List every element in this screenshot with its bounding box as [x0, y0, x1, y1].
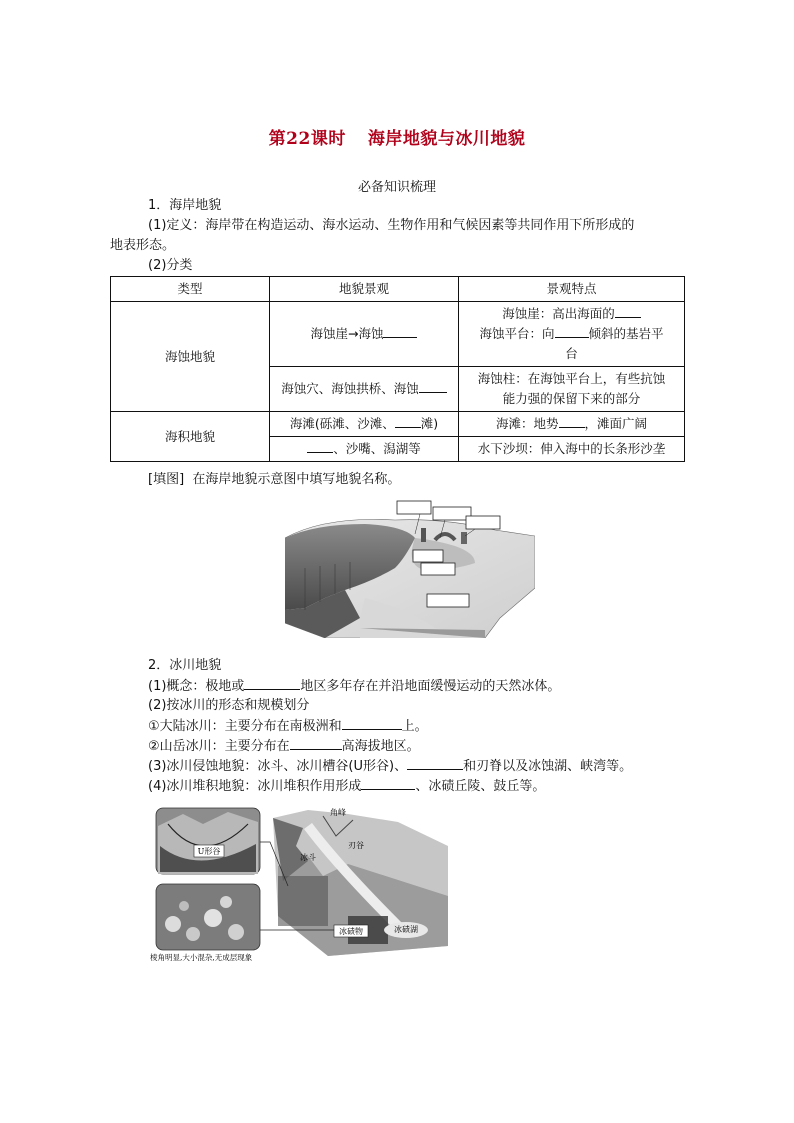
table-header: 地貌景观 [270, 277, 459, 302]
landform-table [110, 276, 685, 462]
label-box-platform[interactable] [421, 563, 455, 575]
answer-blank[interactable] [361, 776, 415, 790]
table-header: 类型 [111, 277, 270, 302]
glacier-concept: (1)概念：极地或 地区多年存在并沿地面缓慢运动的天然冰体。 [148, 676, 560, 697]
answer-blank[interactable] [407, 756, 463, 770]
horn-label: 角峰 [330, 808, 346, 817]
table-cell: 海蚀穴、海蚀拱桥、海蚀 [270, 367, 459, 412]
table-cell: 水下沙坝：伸入海中的长条形沙垄 [459, 437, 685, 462]
arete-label: 刃谷 [348, 841, 364, 850]
table-cell: 海蚀崖：高出海面的 海蚀平台：向 倾斜的基岩平 台 [459, 302, 685, 367]
answer-blank[interactable] [395, 414, 421, 428]
label-box-sea-arch[interactable] [466, 516, 500, 529]
table-cell: 海蚀柱：在海蚀平台上，有些抗蚀 能力强的保留下来的部分 [459, 367, 685, 412]
glacier-deposition: (4)冰川堆积地貌：冰川堆积作用形成 、冰碛丘陵、鼓丘等。 [148, 776, 545, 797]
coastal-definition: (1)定义：海岸带在构造运动、海水运动、生物作用和气候因素等共同作用下所形成的 [148, 218, 635, 233]
moraine-lake-label: 冰碛湖 [394, 925, 418, 934]
table-cell: 海滩：地势 ，滩面广阔 [459, 412, 685, 437]
answer-blank[interactable] [244, 676, 300, 690]
label-box-sea-stack[interactable] [433, 507, 471, 520]
moraine-caption: 棱角明显,大小混杂,无成层现象 [150, 953, 253, 962]
table-cell: 海蚀崖→海蚀 [270, 302, 459, 367]
label-box-beach[interactable] [427, 594, 469, 607]
glacier-erosion: (3)冰川侵蚀地貌：冰斗、冰川槽谷(U形谷)、 和刃脊以及冰蚀湖、峡湾等。 [148, 756, 632, 777]
deposition-type-cell: 海积地貌 [111, 412, 270, 462]
continental-glacier: ①大陆冰川：主要分布在南极洲和 上。 [148, 716, 428, 737]
moraine-label: 冰碛物 [339, 927, 363, 936]
lesson-topic: 海岸地貌与冰川地貌 [367, 129, 526, 149]
glacier-by-shape: (2)按冰川的形态和规模划分 [148, 698, 310, 713]
fill-figure-instruction: [填图] 在海岸地貌示意图中填写地貌名称。 [148, 472, 401, 487]
answer-blank[interactable] [419, 379, 447, 393]
answer-blank[interactable] [559, 414, 585, 428]
glacier-landform-diagram [148, 806, 453, 964]
section-heading: 必备知识梳理 [357, 180, 436, 195]
label-box-sea-cliff[interactable] [397, 501, 431, 514]
mountain-glacier: ②山岳冰川：主要分布在 高海拔地区。 [148, 736, 420, 757]
coastal-heading: 1．海岸地貌 [148, 198, 222, 213]
answer-blank[interactable] [555, 324, 589, 338]
coastal-definition-cont: 地表形态。 [110, 238, 176, 253]
cirque-label: 冰斗 [300, 853, 316, 862]
answer-blank[interactable] [383, 324, 417, 338]
page-title [0, 124, 794, 149]
table-header: 景观特点 [459, 277, 685, 302]
table-row [111, 302, 685, 367]
answer-blank[interactable] [290, 736, 342, 750]
lesson-number: 第22课时 [268, 129, 346, 149]
label-box-sea-cave[interactable] [413, 550, 443, 562]
answer-blank[interactable] [342, 716, 402, 730]
answer-blank[interactable] [615, 304, 641, 318]
glacier-heading: 2．冰川地貌 [148, 658, 222, 673]
answer-blank[interactable] [307, 439, 333, 453]
coastal-classification: (2)分类 [148, 258, 193, 273]
coastal-landform-diagram [285, 498, 535, 638]
erosion-type-cell: 海蚀地貌 [111, 302, 270, 412]
table-cell: 海滩(砾滩、沙滩、 滩) [270, 412, 459, 437]
table-header-row [111, 277, 685, 302]
u-valley-label: U形谷 [197, 847, 221, 856]
table-cell: 、沙嘴、潟湖等 [270, 437, 459, 462]
table-row [111, 412, 685, 437]
